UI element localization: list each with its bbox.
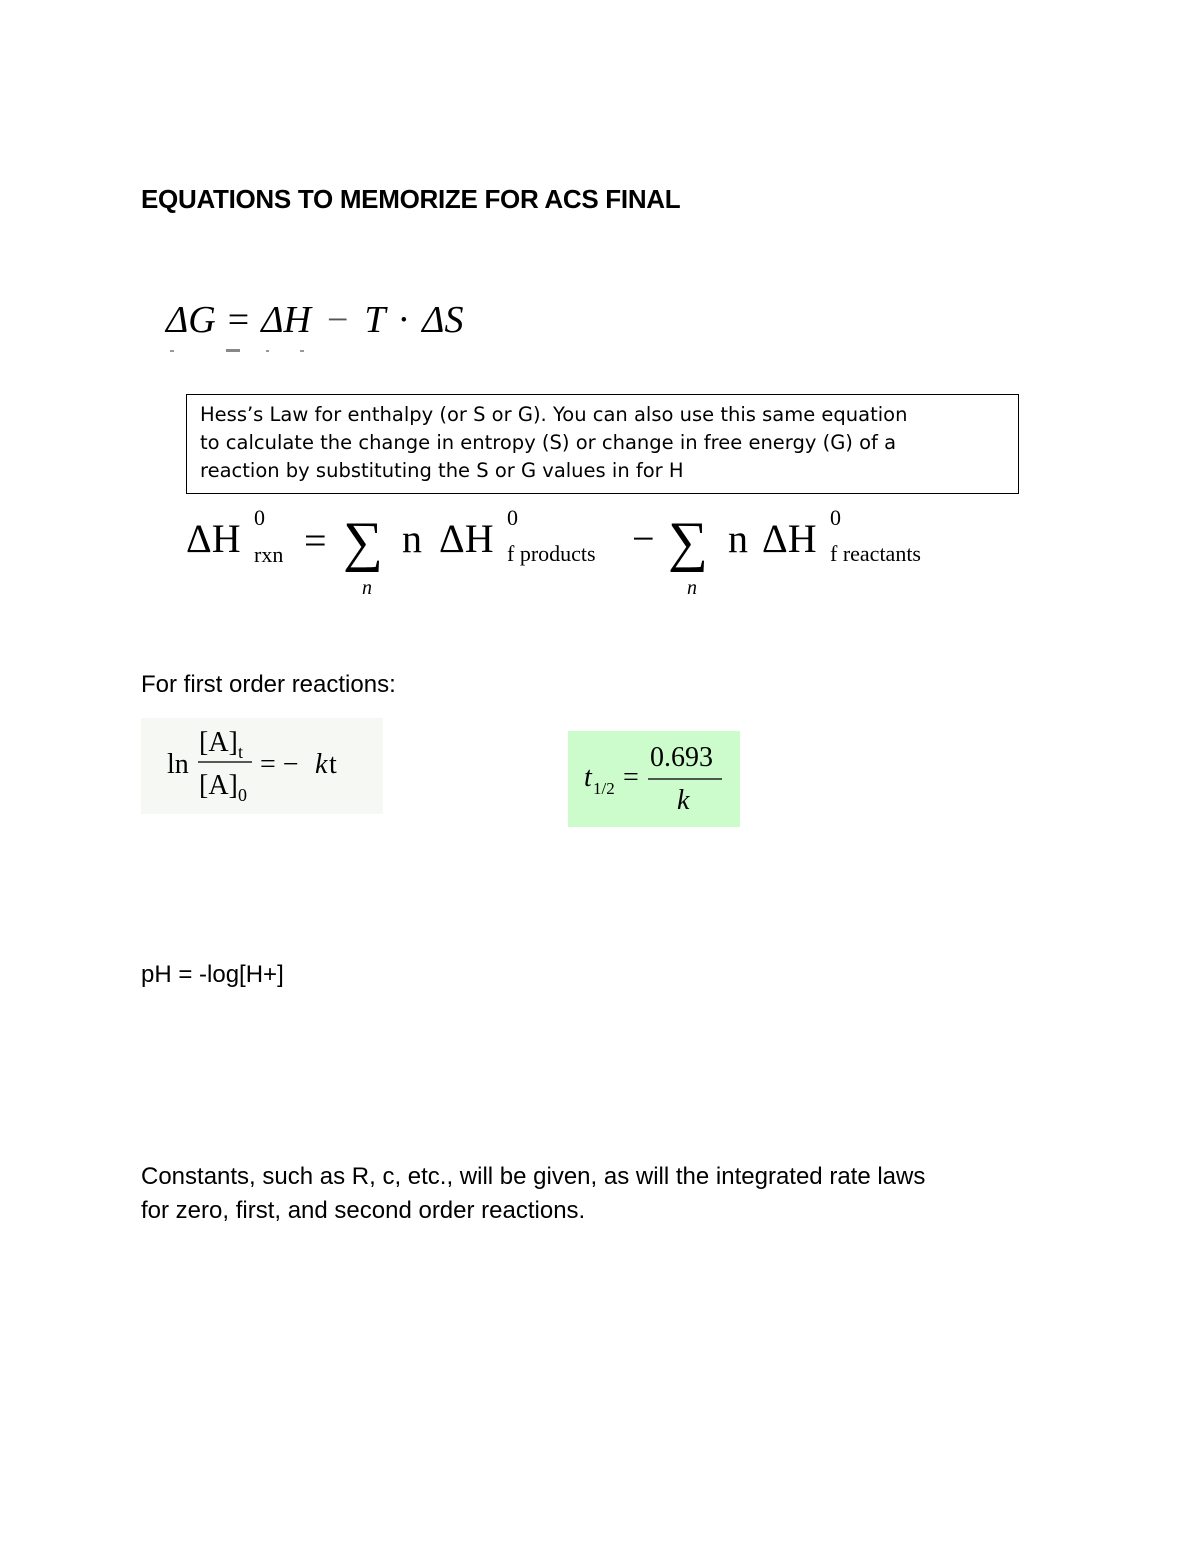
- rate-t: t: [329, 749, 337, 780]
- hess-n-reactants: n: [728, 516, 748, 561]
- first-order-label: For first order reactions:: [141, 671, 396, 698]
- cropped-text-artifact: [170, 348, 310, 354]
- hess-delta-h-reactants: ΔH: [762, 516, 817, 561]
- half-life-t: t: [584, 762, 592, 793]
- half-life-box: [568, 731, 740, 827]
- hess-n-products: n: [402, 516, 422, 561]
- sum-index-products: n: [362, 577, 372, 599]
- gibbs-dot: ·: [397, 299, 411, 341]
- rate-denominator: [A]: [199, 770, 238, 801]
- rate-numerator-sub: t: [238, 742, 244, 762]
- gibbs-minus: −: [326, 299, 349, 341]
- hess-sub-products: f products: [507, 541, 596, 566]
- sum-index-reactants: n: [687, 577, 697, 599]
- half-life-numerator: 0.693: [650, 742, 713, 773]
- hess-minus: −: [632, 516, 655, 561]
- hess-delta-h-products: ΔH: [439, 516, 494, 561]
- sum-sign-products: ∑: [343, 511, 383, 573]
- gibbs-equation: [166, 296, 463, 344]
- gibbs-entropy: ΔS: [422, 299, 464, 341]
- gibbs-enthalpy: ΔH: [261, 299, 311, 341]
- half-life-denominator: k: [677, 785, 690, 816]
- hess-sup-0-rxn: 0: [254, 505, 265, 530]
- half-life-equation: [568, 731, 740, 827]
- rate-denominator-sub: 0: [238, 785, 247, 805]
- gibbs-equals: =: [227, 299, 250, 341]
- half-life-equals: =: [623, 762, 639, 793]
- page-title: EQUATIONS TO MEMORIZE FOR ACS FINAL: [141, 184, 681, 214]
- hess-sup-0-reactants: 0: [830, 505, 841, 530]
- integrated-rate-law-box: [141, 718, 383, 814]
- hess-sub-reactants: f reactants: [830, 541, 921, 566]
- rate-k: k: [315, 749, 328, 780]
- hess-sup-0-products: 0: [507, 505, 518, 530]
- integrated-rate-law-equation: [141, 718, 383, 814]
- hess-law-note-box: Hess’s Law for enthalpy (or S or G). You can also use this same equation to calculate the change in entropy (S) or change in free energy (G) of a reaction by substituting the S or G values in for H: [186, 394, 1019, 494]
- gibbs-lhs: ΔG: [166, 299, 216, 341]
- hess-equals: =: [304, 518, 327, 563]
- constants-note: Constants, such as R, c, etc., will be given, as will the integrated rate laws for zero, first, and second order reactions.: [141, 1163, 926, 1224]
- half-life-sub: 1/2: [593, 779, 615, 798]
- hess-sub-rxn: rxn: [254, 542, 284, 567]
- hess-law-equation: [186, 505, 966, 605]
- gibbs-temperature: T: [364, 299, 386, 341]
- hess-delta-h-rxn: ΔH: [186, 516, 241, 561]
- rate-numerator: [A]: [199, 727, 238, 758]
- rate-ln: ln: [167, 749, 189, 780]
- ph-equation: pH = -log[H+]: [141, 961, 284, 988]
- sum-sign-reactants: ∑: [668, 511, 708, 573]
- rate-rhs: = −: [260, 749, 299, 780]
